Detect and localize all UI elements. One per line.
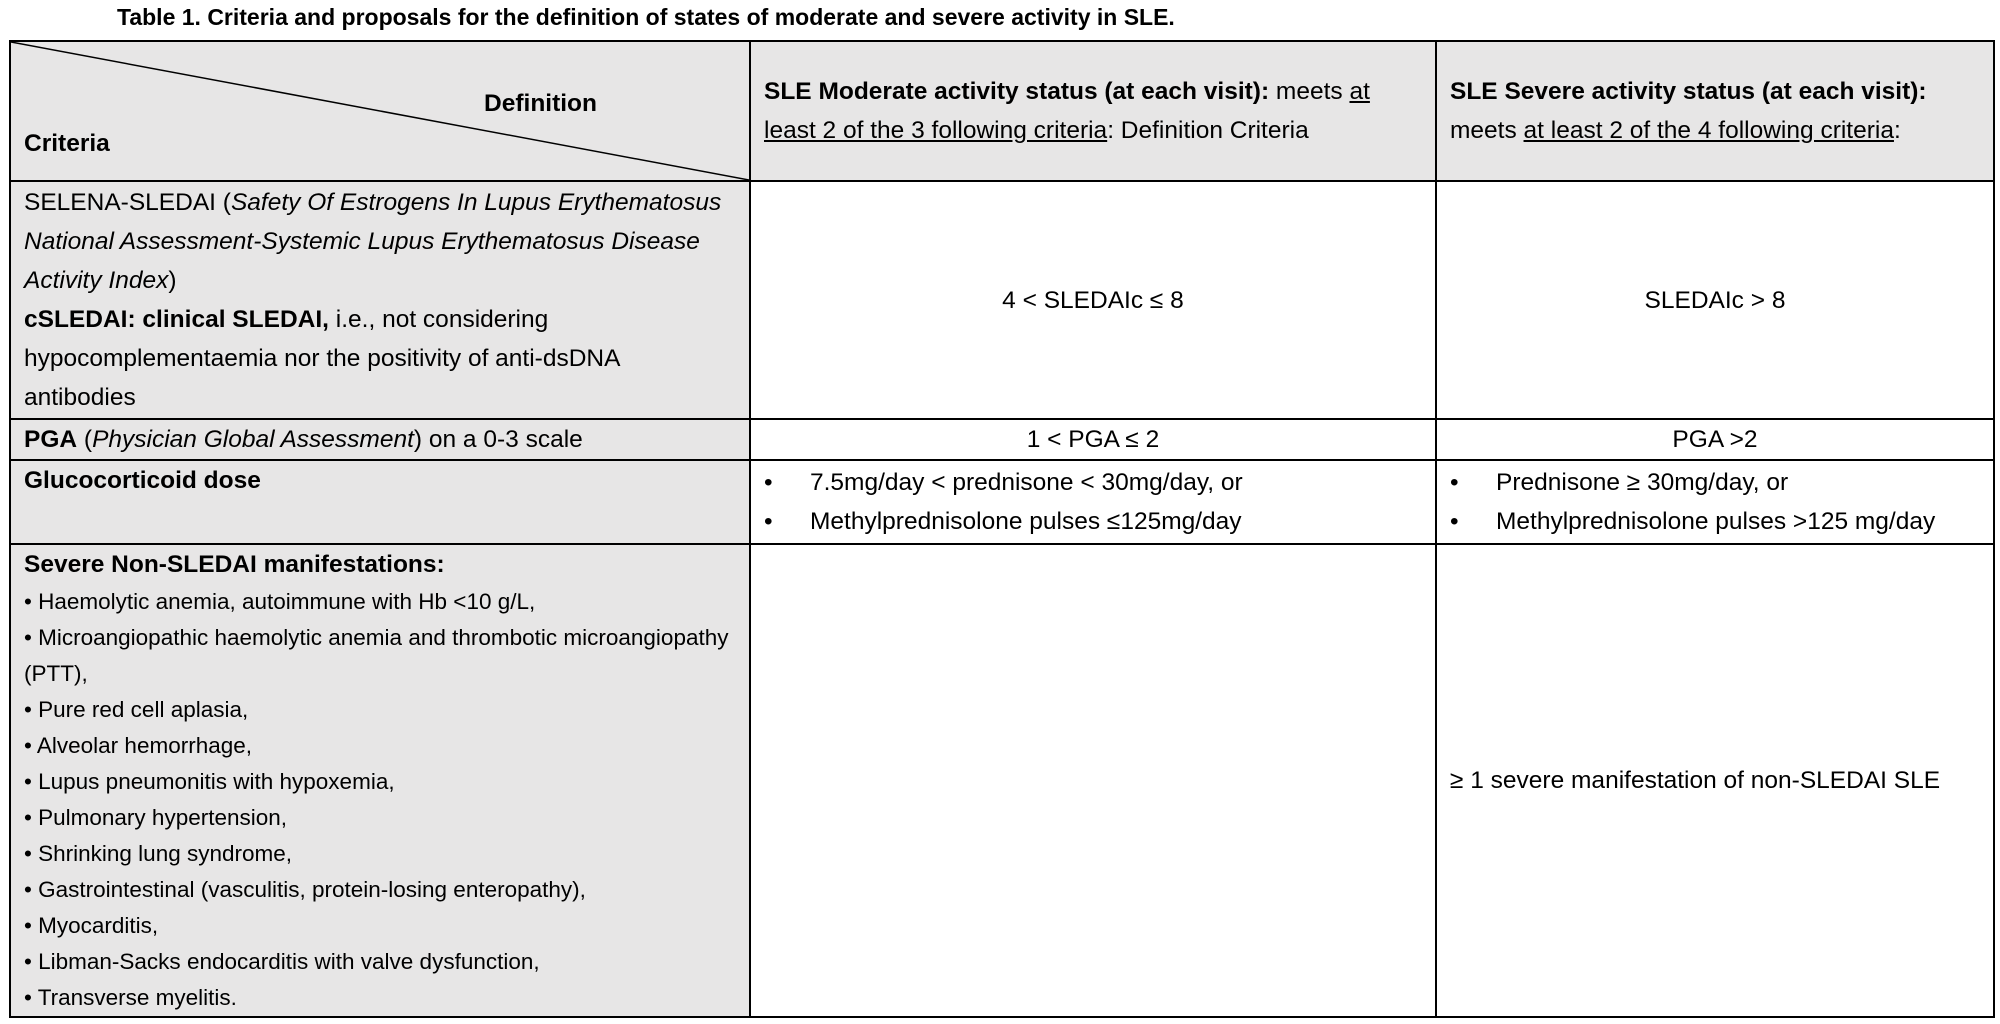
- list-item: [1450, 463, 1980, 502]
- list-item: • Alveolar hemorrhage,: [24, 733, 252, 758]
- list-item: • Libman-Sacks endocarditis with valve dysfunction,: [24, 949, 540, 974]
- glucocorticoid-severe-item: Prednisone ≥ 30mg/day, or: [1496, 469, 1789, 496]
- glucocorticoid-moderate-cell: [750, 460, 1436, 544]
- glucocorticoid-row: [10, 460, 1994, 544]
- non-sledai-moderate-cell: [750, 544, 1436, 1017]
- pga-post: ) on a 0-3 scale: [413, 426, 583, 453]
- glucocorticoid-label: Glucocorticoid dose: [24, 467, 261, 494]
- header-criteria-label: Criteria: [24, 130, 110, 157]
- non-sledai-criteria-cell: [10, 544, 750, 1017]
- bullet-icon: •: [764, 469, 773, 496]
- header-diagonal-cell: [10, 41, 750, 181]
- list-item: • Pure red cell aplasia,: [24, 697, 249, 722]
- header-moderate-pre: meets: [1269, 78, 1350, 105]
- list-item: • Haemolytic anemia, autoimmune with Hb <10 g/L,: [24, 589, 536, 614]
- sledai-row: [10, 181, 1994, 419]
- sledai-fullname: Safety Of Estrogens In Lupus Erythematosus National Assessment-Systemic Lupus Erythematosus Disease Activity Index: [24, 189, 722, 294]
- pga-pre: (: [77, 426, 93, 453]
- header-severe-post: :: [1893, 117, 1901, 144]
- sledai-criteria-cell: [10, 181, 750, 419]
- non-sledai-row: [10, 544, 1994, 1017]
- table-caption: Table 1. Criteria and proposals for the definition of states of moderate and severe activity in SLE.: [117, 4, 1175, 30]
- glucocorticoid-moderate-item: Methylprednisolone pulses ≤125mg/day: [810, 508, 1242, 535]
- list-item: • Pulmonary hypertension,: [24, 805, 288, 830]
- non-sledai-list: [24, 584, 736, 1016]
- list-item: • Microangiopathic haemolytic anemia and thrombotic microangiopathy (PTT),: [24, 625, 729, 686]
- criteria-table: [9, 40, 1995, 1018]
- bullet-icon: •: [764, 508, 773, 535]
- header-row: [10, 41, 1994, 181]
- sledai-severe-cell: SLEDAIc > 8: [1436, 181, 1994, 419]
- header-severe-pre: meets: [1450, 117, 1524, 144]
- header-severe-title: SLE Severe activity status (at each visit):: [1450, 78, 1927, 105]
- bullet-icon: •: [1450, 508, 1459, 535]
- header-severe-underlined: at least 2 of the 4 following criteria: [1523, 117, 1894, 144]
- list-item: [764, 463, 1422, 502]
- sledai-prefix: SELENA-SLEDAI (: [24, 189, 231, 216]
- header-severe-cell: [1436, 41, 1994, 181]
- list-item: • Lupus pneumonitis with hypoxemia,: [24, 769, 395, 794]
- sledai-moderate-cell: 4 < SLEDAIc ≤ 8: [750, 181, 1436, 419]
- glucocorticoid-severe-cell: [1436, 460, 1994, 544]
- pga-row: [10, 419, 1994, 460]
- list-item: • Myocarditis,: [24, 913, 159, 938]
- diagonal-divider: [11, 42, 749, 180]
- header-moderate-underlined: at least 2 of the 3 following criteria: [764, 78, 1370, 144]
- non-sledai-label: Severe Non-SLEDAI manifestations:: [24, 551, 445, 578]
- sledai-suffix: ): [168, 267, 177, 294]
- non-sledai-severe-cell: ≥ 1 severe manifestation of non-SLEDAI SLE: [1436, 544, 1994, 1017]
- pga-fullname: Physician Global Assessment: [92, 426, 414, 453]
- pga-severe-cell: PGA >2: [1436, 419, 1994, 460]
- list-item: [764, 502, 1422, 541]
- list-item: • Gastrointestinal (vasculitis, protein-losing enteropathy),: [24, 877, 586, 902]
- csledai-description: i.e., not considering hypocomplementaemia nor the positivity of anti-dsDNA antibodies: [24, 306, 620, 411]
- bullet-icon: •: [1450, 469, 1459, 496]
- glucocorticoid-moderate-item: 7.5mg/day < prednisone < 30mg/day, or: [810, 469, 1243, 496]
- list-item: • Shrinking lung syndrome,: [24, 841, 293, 866]
- glucocorticoid-criteria-cell: [10, 460, 750, 544]
- list-item: [1450, 502, 1980, 541]
- pga-moderate-cell: 1 < PGA ≤ 2: [750, 419, 1436, 460]
- pga-label: PGA: [24, 426, 78, 453]
- glucocorticoid-severe-item: Methylprednisolone pulses >125 mg/day: [1496, 508, 1936, 535]
- header-moderate-title: SLE Moderate activity status (at each visit):: [764, 78, 1270, 105]
- header-moderate-cell: [750, 41, 1436, 181]
- csledai-label: cSLEDAI: clinical SLEDAI,: [24, 306, 329, 333]
- pga-criteria-cell: [10, 419, 750, 460]
- header-moderate-post: : Definition Criteria: [1107, 117, 1309, 144]
- header-definition-label: Definition: [484, 90, 597, 117]
- list-item: • Transverse myelitis.: [24, 985, 237, 1010]
